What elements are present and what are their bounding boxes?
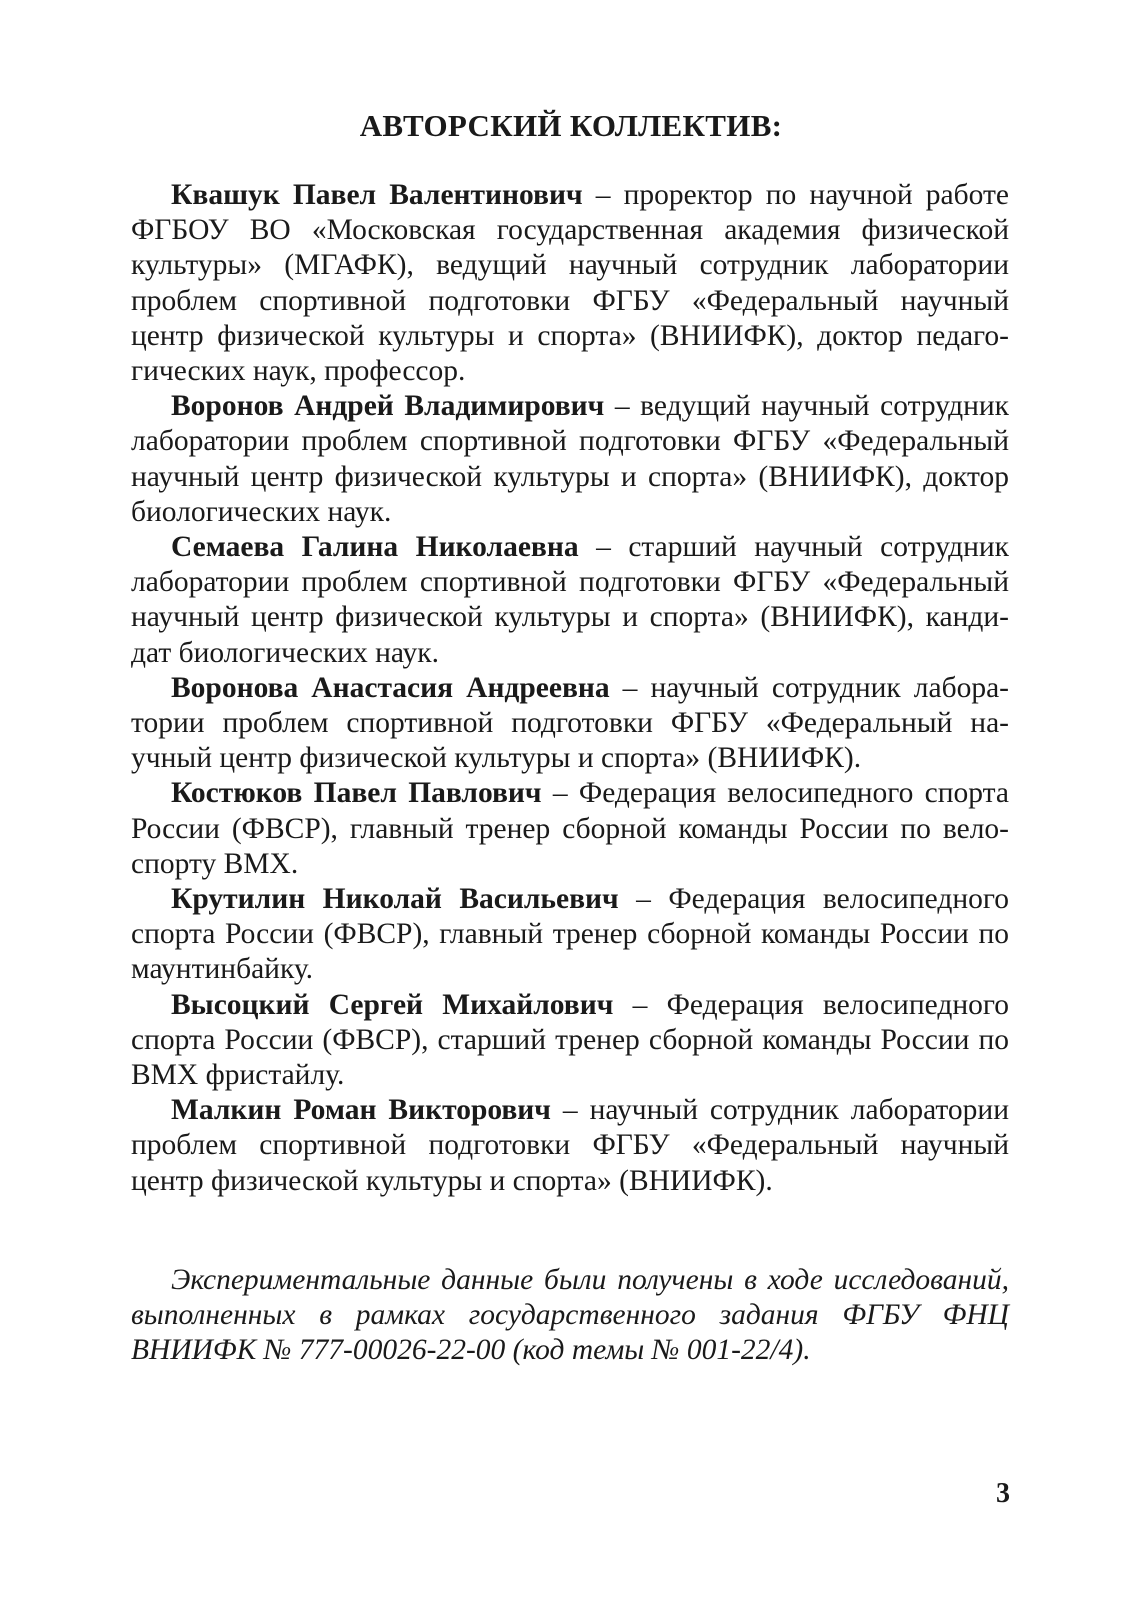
author-name: Малкин Роман Викторович	[171, 1094, 551, 1127]
author-name: Высоцкий Сергей Михайлович	[171, 988, 614, 1021]
author-name: Крутилин Николай Васильевич	[171, 883, 619, 916]
author-entry	[131, 178, 1009, 389]
author-name: Воронов Андрей Владимирович	[171, 390, 605, 423]
author-description: – научный сотрудник лаборатории проблем спортивной подготовки ФГБУ «Федеральный научный центр физической культуры и спорта» (ВНИИФК).	[131, 671, 1009, 775]
author-entry	[131, 530, 1009, 671]
author-description: – Федерация велосипедного спорта России (ФВСР), главный тренер сборной команды России по маунтинбайку.	[131, 883, 1009, 986]
author-entry	[131, 882, 1009, 988]
author-description: – старший научный сотрудник лаборатории проблем спортивной подготовки ФГБУ «Федеральный научный центр физической культуры и спорта» (ВНИИФК), кандидат биологических наук.	[131, 531, 1010, 669]
author-name: Воронова Анастасия Андреевна	[171, 671, 610, 704]
author-description: – ведущий научный сотрудник лаборатории проблем спортивной подготовки ФГБУ «Федеральный научный центр физической культуры и спорта» (ВНИИФК), доктор биологических наук.	[131, 390, 1009, 528]
author-description: – научный сотрудник лаборатории проблем спортивной подготовки ФГБУ «Федеральный научный центр физической культуры и спорта» (ВНИИФК).	[131, 1094, 1009, 1197]
page-number: 3	[996, 1478, 1010, 1509]
author-entry	[131, 988, 1009, 1094]
author-description: – проректор по научной работе ФГБОУ ВО «Московская государственная академия физической культуры» (МГАФК), ведущий научный сотрудник лаборатории проблем спортивной подготовки ФГБУ «Федеральный научный центр физической культуры и спорта» (ВНИИФК), доктор педагогических наук, профессор.	[131, 179, 1010, 388]
funding-note: Экспериментальные данные были получены в ходе исследований, выполненных в рамках государственного задания ФГБУ ФНЦ ВНИИФК № 777-00026-22-00 (код темы № 001-22/4).	[131, 1264, 1009, 1367]
author-entry	[131, 671, 1009, 777]
author-description: – Федерация велосипедного спорта России (ФВСР), старший тренер сборной команды России по ВМХ фристайлу.	[131, 988, 1009, 1092]
author-name: Семаева Галина Николаевна	[171, 531, 579, 564]
author-entry	[131, 389, 1009, 530]
author-name: Квашук Павел Валентинович	[171, 179, 583, 211]
author-list	[131, 178, 1009, 1199]
author-entry	[131, 776, 1009, 882]
author-description: – Федерация велосипедного спорта России (ФВСР), главный тренер сборной команды России по велоспорту ВМХ.	[131, 777, 1010, 880]
author-entry	[131, 1093, 1009, 1199]
author-name: Костюков Павел Павлович	[171, 777, 542, 810]
page-title: АВТОРСКИЙ КОЛЛЕКТИВ:	[359, 108, 783, 143]
